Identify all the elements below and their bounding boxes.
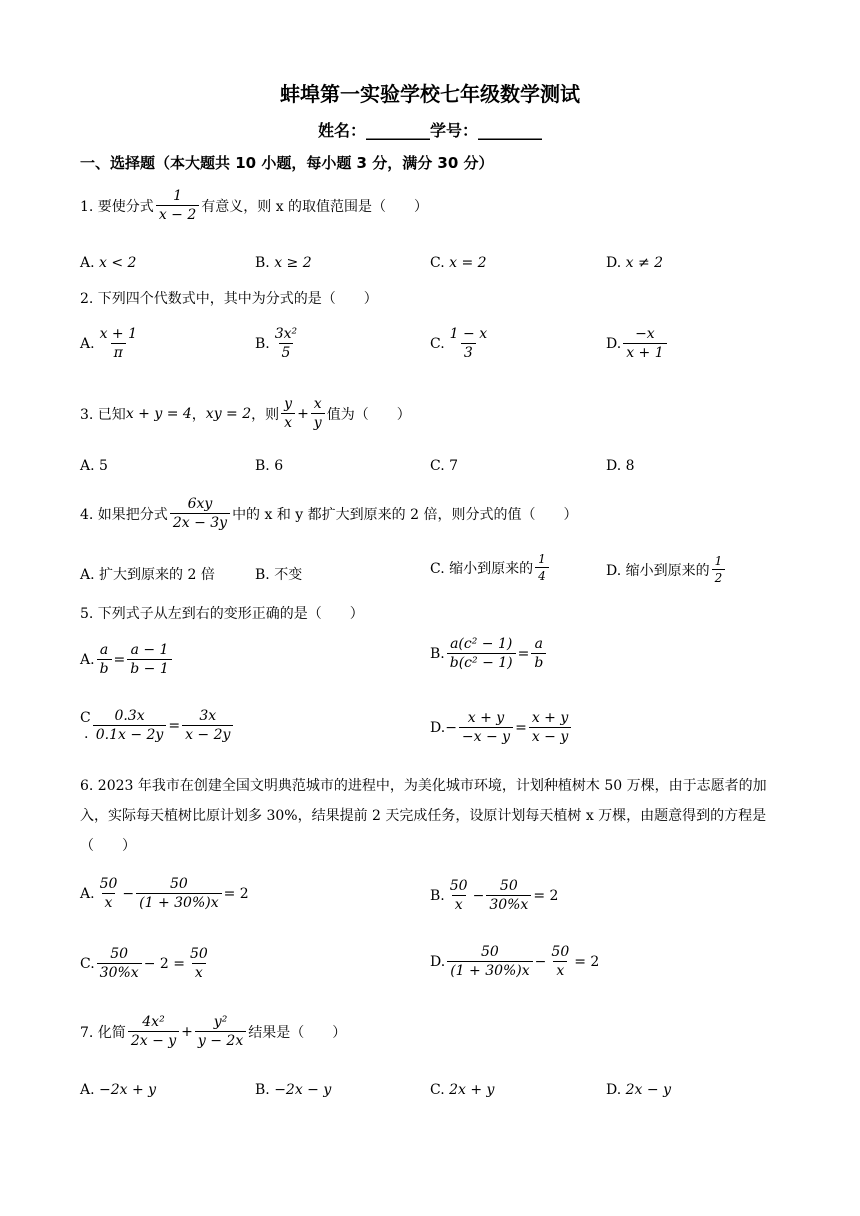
q7-option-a: A. −2x + y [80,1082,157,1098]
q7-option-b: B. −2x − y [255,1082,332,1098]
q3-option-b: B. 6 [255,458,284,474]
q5-option-a: A. $\frac{a}{b}$ = $\frac{a - 1}{b - 1}$ [80,642,174,677]
q5-option-d: D. − $\frac{x + y}{-x - y}$ = $\frac{x + y}{x - y}$ [430,710,573,745]
q2-option-b: B. $\frac{\text{3x²}}{5}$ [255,326,298,361]
q6-option-c: C. $\frac{50}{30\%x}$ − 2 = $\frac{50}{x}$ [80,946,208,981]
q4-option-d: D. 缩小到原来的 $\frac{1}{2}$ [606,554,727,585]
q1-text-post: 有意义，则 x 的取值范围是（ ） [201,198,429,215]
question-6: 6. 2023 年我市在创建全国文明典范城市的进程中，为美化城市环境，计划种植树木 50 万棵，由于志愿者的加入，实际每天植树比原计划多 30%，结果提前 2 天完成任务，设原计划每天植树 x 万棵，由题意得到的方程是（ ） [80,778,767,854]
q4-option-c: C. 缩小到原来的 $\frac{1}{4}$ [430,552,551,583]
q2-option-d: D. $\frac{-x}{x + 1}$ [606,326,669,361]
student-info-line: 姓名：________学号：________ [317,121,542,140]
section-title: 一、选择题（本大题共 10 小题，每小题 3 分，满分 30 分） [80,154,494,172]
question-4: 4. 如果把分式 $\frac{6xy}{2x - 3y}$ 中的 x 和 y 都扩大到原来的 2 倍，则分式的值（ ） [80,496,578,531]
q1-option-c: C. x = 2 [430,255,487,271]
q7-option-c: C. 2x + y [430,1082,495,1098]
q1-text-pre: 1. 要使分式 [80,198,154,215]
q1-option-d: D. x ≠ 2 [606,255,664,271]
question-3: 3. 已知 x + y = 4 ， xy = 2 ，则 $\frac{y}{x}$ + $\frac{x}{y}$ 值为（ ） [80,396,411,431]
q7-option-d: D. 2x − y [606,1082,671,1098]
q1-frac-num: 1 [173,188,182,204]
q2-option-c: C. $\frac{1 - x}{3}$ [430,326,488,361]
q4-option-a: A. 扩大到原来的 2 倍 [80,567,215,583]
q4-option-b: B. 不变 [255,567,303,583]
q1-frac-den: x − 2 [156,205,199,223]
q6-option-d: D. $\frac{50}{(1 + 30\%)x}$ − $\frac{50}{x}$ = 2 [430,944,600,979]
q5-option-c: C . $\frac{0.3x}{0.1x - 2y}$ = $\frac{3x}{x - 2y}$ [80,708,235,743]
q6-option-a: A. $\frac{50}{x}$ − $\frac{50}{(1 + 30\%)x}$ = 2 [80,876,249,911]
q1-option-b: B. x ≥ 2 [255,255,312,271]
question-1 [80,188,428,223]
question-2: 2. 下列四个代数式中，其中为分式的是（ ） [80,291,378,307]
q1-fraction [156,188,199,223]
question-7: 7. 化简 $\frac{\text{4x²}}{2x - y}$ + $\frac{\text{y²}}{y - 2x}$ 结果是（ ） [80,1014,347,1049]
q3-option-d: D. 8 [606,458,635,474]
question-5: 5. 下列式子从左到右的变形正确的是（ ） [80,606,364,622]
q5-option-b: B. $\frac{\text{a(c² − 1)}}{\text{b(c² − 1)}}$ = $\frac{a}{b}$ [430,636,548,671]
page-title: 蚌埠第一实验学校七年级数学测试 [280,82,580,106]
q6-option-b: B. $\frac{50}{x}$ − $\frac{50}{30\%x}$ = 2 [430,878,559,913]
q3-option-c: C. 7 [430,458,459,474]
q3-option-a: A. 5 [80,458,108,474]
q2-option-a: A. $\frac{x + 1}{\pi}$ [80,326,137,361]
q1-option-a: A. x < 2 [80,255,137,271]
